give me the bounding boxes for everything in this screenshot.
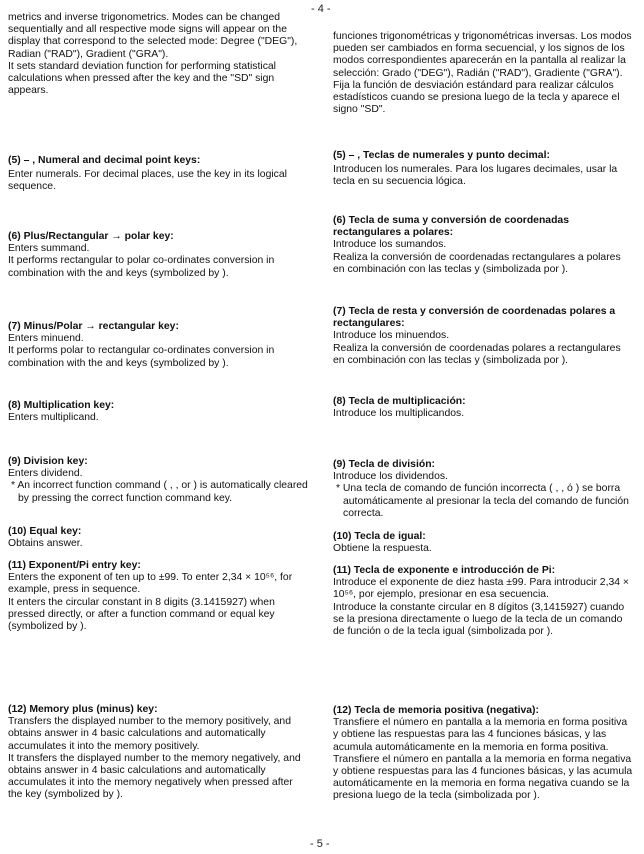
section-9-heading: (9) Division key:	[8, 456, 88, 467]
section-11-body-2: It enters the circular constant in 8 digits (3.1415927) when pressed directly, or after a function command or equal key (symbolized by ).	[8, 596, 275, 633]
section-11-heading: (11) Exponent/Pi entry key:	[8, 560, 141, 571]
section-5-body: Enter numerals. For decimal places, use the key in its logical sequence.	[8, 169, 287, 193]
section-6-es-body-1: Introduce los sumandos.	[333, 239, 447, 251]
section-9-body-1: Enters dividend.	[8, 468, 83, 480]
section-11-body-1: Enters the exponent of ten up to ±99. To enter 2,34 × 10⁵⁶, for example, press in sequence.	[8, 572, 293, 596]
section-5-es	[333, 150, 633, 189]
intro-es-para-1: funciones trigonométricas y trigonométricas inversas. Los modos pueden ser cambiados en forma secuencial, y los signos de los modos correspondientes aparecerán en la pantalla al realizar la selección: Grado ("DEG"), Radián ("RAD"), Gradiente ("GRA").	[333, 31, 632, 79]
section-12	[8, 704, 310, 802]
section-12-es-body-2: Transfiere el número en pantalla a la memoria en forma negativa y obtiene respuestas para las 4 funciones básicas, y las acumula automáticamente en la memoria en forma negativa cuando se la presiona luego de la tecla (simbolizada por ).	[333, 753, 633, 802]
section-6-body-2: It performs rectangular to polar co-ordinates conversion in combination with the and keys (symbolized by ).	[8, 255, 275, 279]
section-12-heading: (12) Memory plus (minus) key:	[8, 704, 158, 715]
section-10-es-heading: (10) Tecla de igual:	[333, 531, 426, 542]
section-10-es	[333, 531, 633, 555]
page-number-bottom: - 5 -	[310, 838, 330, 850]
section-7-body-2: It performs polar to rectangular co-ordinates conversion in combination with the and keys (symbolized by ).	[8, 345, 275, 369]
section-10-es-body: Obtiene la respuesta.	[333, 543, 432, 555]
section-11	[8, 560, 310, 633]
intro-para-2: It sets standard deviation function for performing statistical calculations when pressed after the key and the "SD" sign appears.	[8, 60, 276, 97]
section-5-heading: (5) – , Numeral and decimal point keys:	[8, 155, 201, 166]
section-9-note: * An incorrect function command ( , , or ) is automatically cleared by pressing the correct function command key.	[11, 480, 308, 504]
section-8-heading: (8) Multiplication key:	[8, 400, 115, 411]
section-6	[8, 231, 310, 280]
section-7	[8, 321, 310, 370]
section-7-es-heading: (7) Tecla de resta y conversión de coordenadas polares a rectangulares:	[333, 306, 616, 330]
section-11-es	[333, 565, 633, 638]
section-10-heading: (10) Equal key:	[8, 526, 82, 537]
intro-para-1: metrics and inverse trigonometrics. Modes can be changed sequentially and all respective mode signs will appear on the display that correspond to the selected mode: Degree ("DEG"), Radian ("RAD"), Gradient ("GRA").	[8, 12, 298, 60]
section-9-es-note: * Una tecla de comando de función incorrecta ( , , ó ) se borra automáticamente al presionar la tecla del comando de función correcta.	[336, 483, 629, 519]
section-11-es-body-2: Introduce la constante circular en 8 dígitos (3,1415927) cuando se la presiona directamente o luego de la tecla de un comando de función o de la tecla igual (simbolizada por ).	[333, 601, 625, 638]
section-5	[8, 155, 310, 194]
section-12-es-heading: (12) Tecla de memoria positiva (negativa):	[333, 705, 539, 716]
section-5-es-heading: (5) – , Teclas de numerales y punto decimal:	[333, 150, 550, 161]
section-6-es	[333, 215, 633, 276]
section-7-es-body-2: Realiza la conversión de coordenadas polares a rectangulares en combinación con las teclas y (simbolizada por ).	[333, 342, 621, 366]
section-9	[8, 456, 310, 505]
section-8-body: Enters multiplicand.	[8, 412, 99, 424]
intro-es-para-2: Fija la función de desviación estándard para realizar cálculos estadísticos cuando se presiona luego de la tecla y aparece el signo "SD".	[333, 79, 620, 116]
section-8	[8, 400, 310, 424]
section-9-es-heading: (9) Tecla de división:	[333, 459, 436, 470]
section-9-es	[333, 459, 633, 520]
section-7-body-1: Enters minuend.	[8, 333, 84, 345]
section-7-es	[333, 306, 633, 367]
section-9-es-body-1: Introduce los dividendos.	[333, 471, 448, 483]
intro-section-es	[333, 31, 633, 116]
section-11-es-heading: (11) Tecla de exponente e introducción de Pi:	[333, 565, 556, 576]
section-5-es-body: Introducen los numerales. Para los lugares decimales, usar la tecla en su secuencia lógica.	[333, 164, 618, 188]
intro-section	[8, 12, 310, 97]
section-6-es-body-2: Realiza la conversión de coordenadas rectangulares a polares en combinación con las teclas y (simbolizada por ).	[333, 251, 621, 275]
section-12-body-2: It transfers the displayed number to the memory negatively, and obtains answer in 4 basic calculations and automatically accumulates it into the memory negatively when pressed after the key (symbolized by ).	[8, 752, 301, 801]
section-8-es-heading: (8) Tecla de multiplicación:	[333, 396, 466, 407]
section-8-es	[333, 396, 633, 420]
page-number-top: - 4 -	[311, 3, 331, 15]
section-6-body-1: Enters summand.	[8, 243, 90, 255]
section-12-body-1: Transfers the displayed number to the memory positively, and obtains answer in 4 basic calculations and automatically accumulates it into the memory positively.	[8, 716, 291, 752]
section-6-heading: (6) Plus/Rectangular → polar key:	[8, 231, 174, 242]
section-12-es	[333, 705, 633, 803]
section-12-es-body-1: Transfiere el número en pantalla a la memoria en forma positiva y obtiene las respuestas para las 4 funciones básicas, y las acumula automáticamente en la memoria en forma positiva.	[333, 717, 628, 753]
section-7-es-body-1: Introduce los minuendos.	[333, 330, 450, 342]
section-7-heading: (7) Minus/Polar → rectangular key:	[8, 321, 179, 332]
section-10	[8, 526, 310, 550]
section-6-es-heading: (6) Tecla de suma y conversión de coordenadas rectangulares a polares:	[333, 215, 569, 239]
section-11-es-body-1: Introduce el exponente de diez hasta ±99. Para introducir 2,34 × 10⁵⁶, por ejemplo, presionar en esa secuencia.	[333, 577, 629, 601]
section-8-es-body: Introduce los multiplicandos.	[333, 408, 465, 420]
section-10-body: Obtains answer.	[8, 538, 83, 550]
